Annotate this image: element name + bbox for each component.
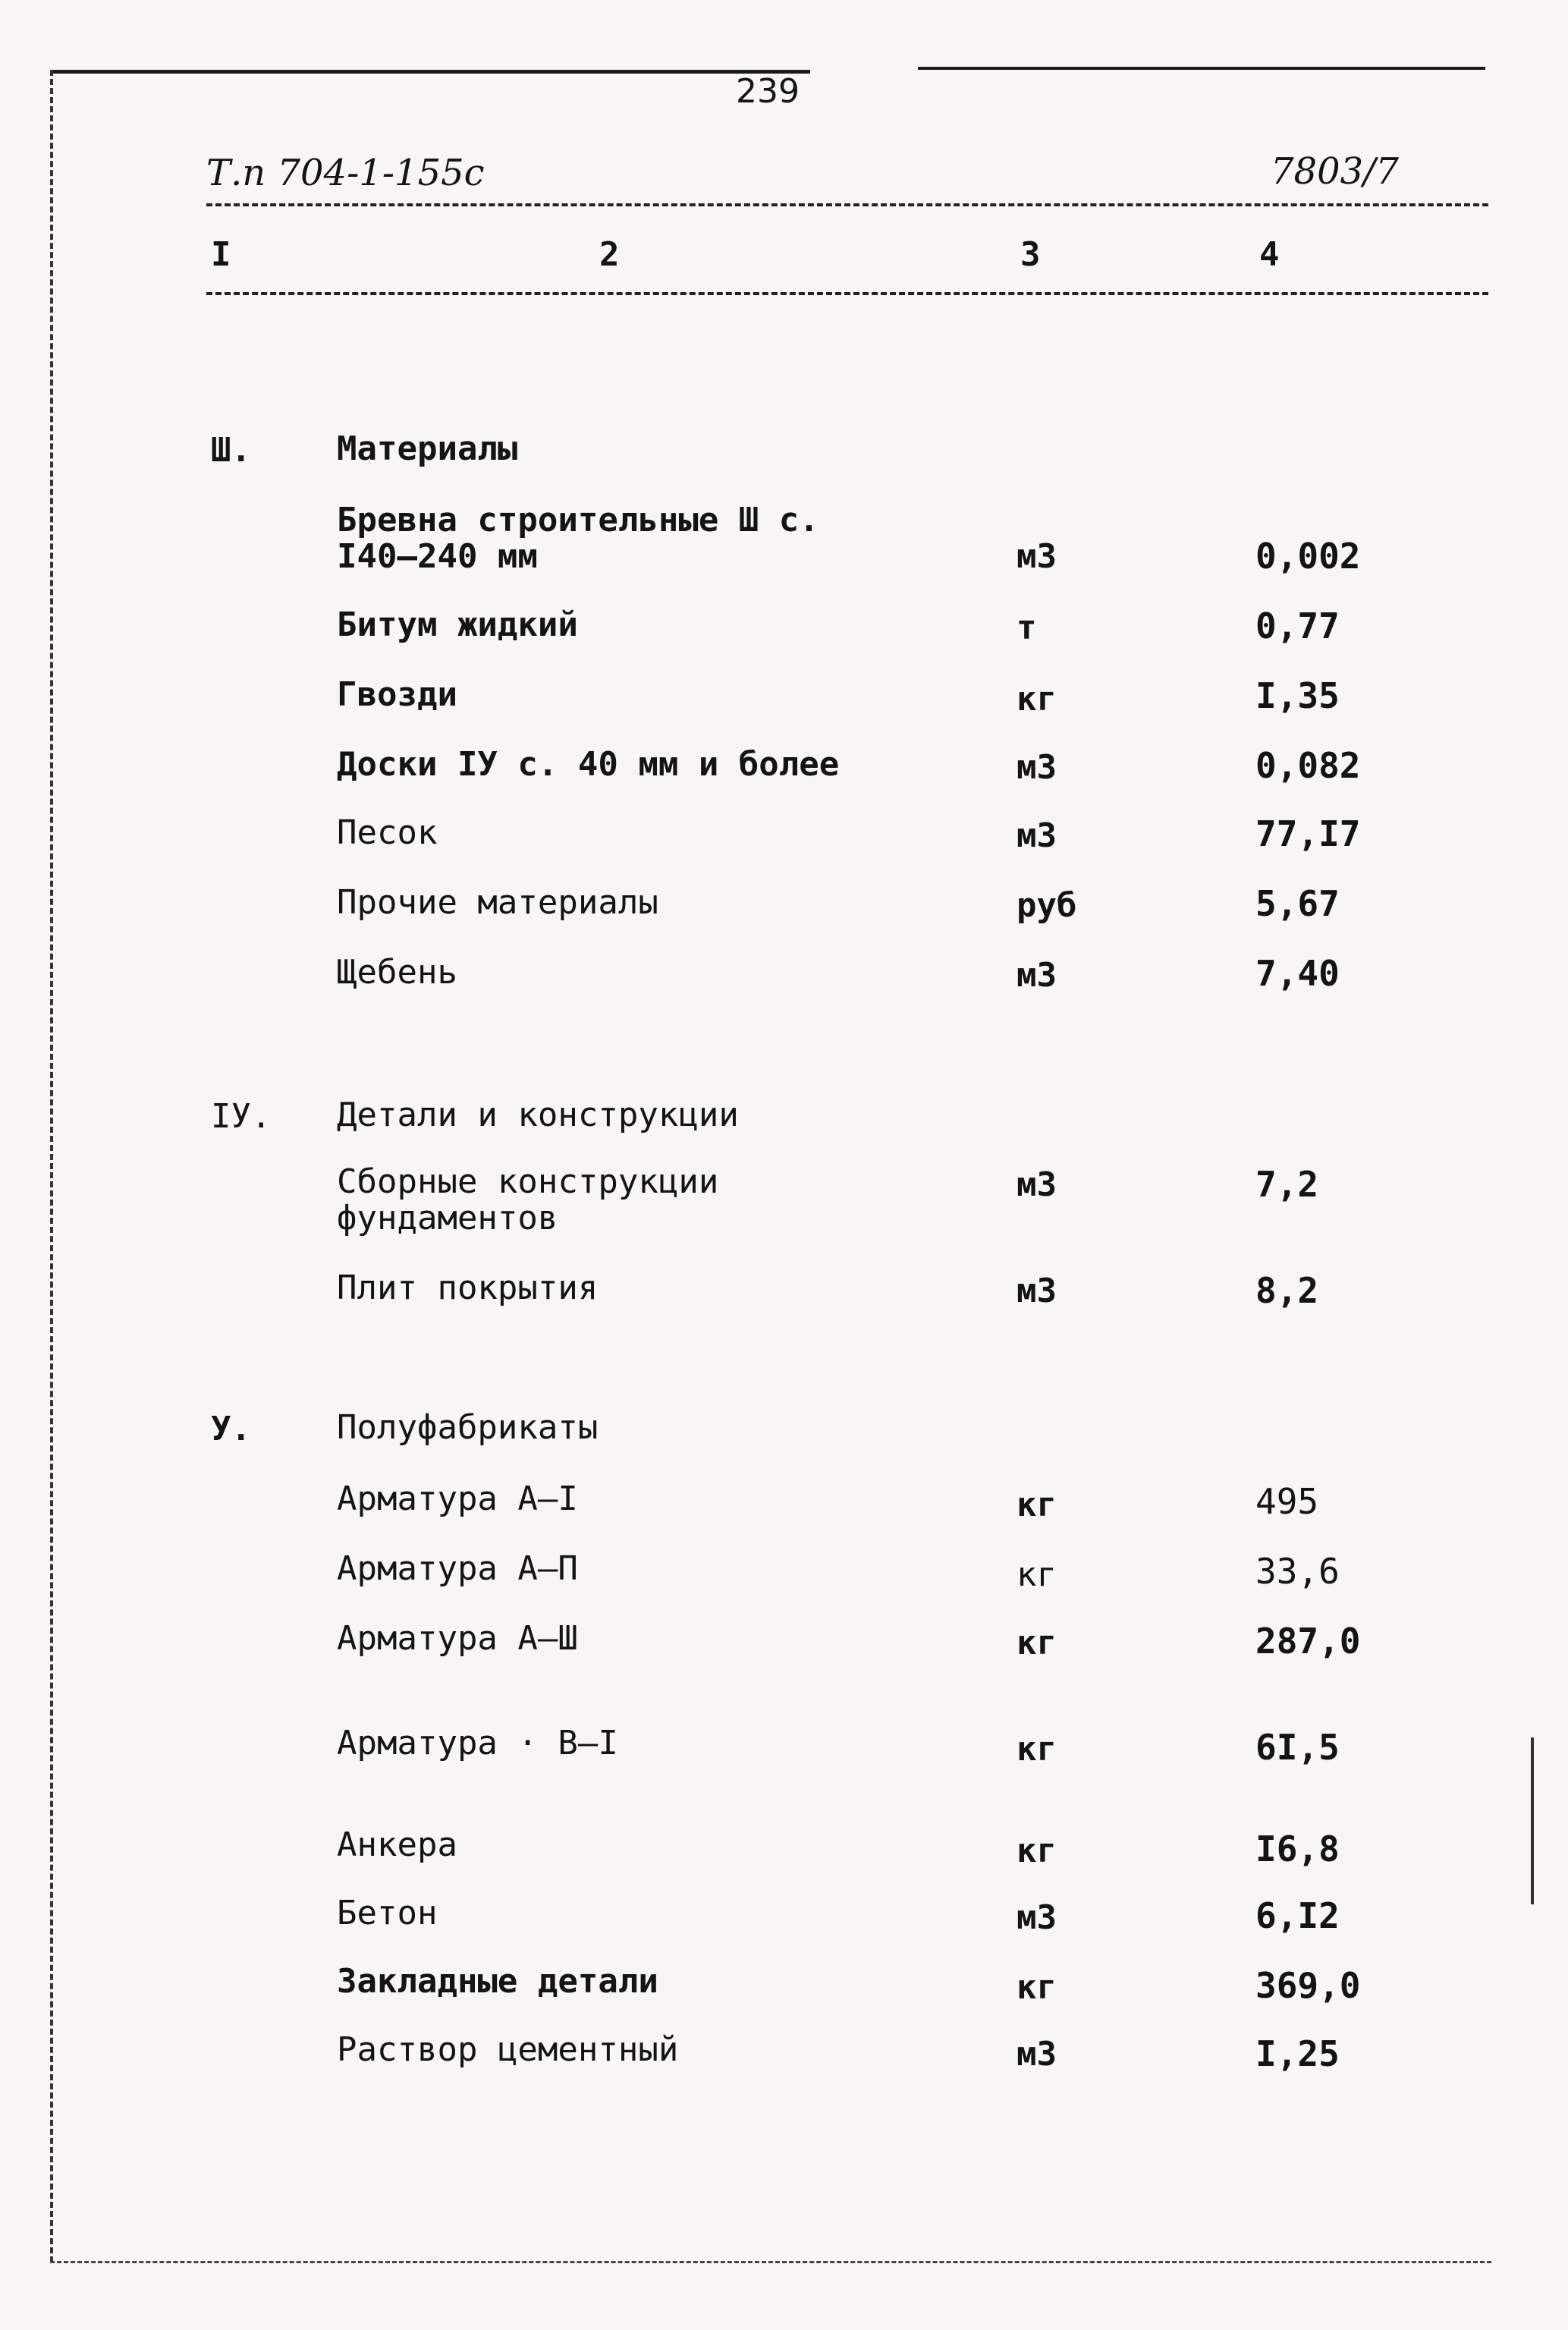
item-unit: кг	[1017, 680, 1057, 718]
frame-left-border	[50, 70, 53, 2262]
item-name: Прочие материалы	[337, 883, 658, 922]
item-unit: м3	[1017, 1165, 1057, 1204]
item-quantity: I6,8	[1255, 1828, 1340, 1869]
column-header-3: 3	[1020, 235, 1041, 274]
frame-top-border-right	[918, 67, 1485, 70]
section-title: Материалы	[337, 429, 518, 468]
item-name: Арматура А–Ш	[337, 1619, 578, 1658]
item-quantity: 7,2	[1255, 1164, 1319, 1205]
item-quantity: 33,6	[1255, 1551, 1340, 1592]
item-name: Щебень	[337, 953, 457, 992]
item-quantity: 0,082	[1255, 745, 1361, 786]
item-quantity: 8,2	[1255, 1270, 1319, 1311]
item-unit: т	[1017, 608, 1037, 647]
item-name: Арматура А–I	[337, 1479, 578, 1518]
item-quantity: 5,67	[1255, 883, 1340, 924]
item-name: Доски IУ с. 40 мм и более	[337, 745, 840, 784]
column-header-2: 2	[599, 235, 620, 274]
item-unit: м3	[1017, 1272, 1057, 1310]
item-quantity: I,35	[1255, 675, 1340, 716]
item-quantity: 0,002	[1255, 536, 1361, 577]
frame-bottom-border	[50, 2261, 1491, 2263]
item-name: Анкера	[337, 1825, 457, 1864]
item-unit: м3	[1017, 1898, 1057, 1937]
document-code: Т.п 704-1-155с	[206, 152, 485, 194]
page-number: 239	[736, 72, 800, 111]
section-number: IУ.	[211, 1097, 272, 1136]
section-title: Детали и конструкции	[337, 1096, 739, 1134]
item-unit: кг	[1017, 1624, 1057, 1662]
column-header-4: 4	[1259, 235, 1280, 274]
header-dashed-rule-top	[206, 203, 1488, 206]
column-header-1: I	[211, 235, 231, 274]
item-quantity: I,25	[1255, 2033, 1340, 2074]
item-quantity: 6,I2	[1255, 1895, 1340, 1936]
item-quantity: 287,0	[1255, 1621, 1361, 1662]
item-name: Сборные конструкции фундаментов	[337, 1162, 719, 1237]
item-unit: м3	[1017, 2035, 1057, 2074]
item-unit: м3	[1017, 537, 1057, 576]
item-name: Плит покрытия	[337, 1269, 599, 1307]
item-name: Песок	[337, 813, 438, 852]
item-unit: кг	[1017, 1555, 1057, 1594]
frame-right-mark	[1531, 1737, 1534, 1904]
item-unit: кг	[1017, 1486, 1057, 1524]
item-name: Арматура А–П	[337, 1549, 578, 1588]
item-name: Гвозди	[337, 675, 457, 714]
item-unit: м3	[1017, 816, 1057, 855]
item-unit: кг	[1017, 1730, 1057, 1769]
item-quantity: 7,40	[1255, 953, 1340, 994]
item-unit: руб	[1017, 886, 1077, 925]
item-name: Бревна строительные Ш с. I40–240 мм	[337, 501, 819, 576]
section-number: Ш.	[211, 431, 251, 470]
section-title: Полуфабрикаты	[337, 1408, 599, 1447]
item-quantity: 6I,5	[1255, 1727, 1340, 1768]
item-unit: м3	[1017, 748, 1057, 787]
item-name: Закладные детали	[337, 1962, 658, 2001]
item-quantity: 495	[1255, 1481, 1319, 1522]
item-name: Арматура · В–I	[337, 1724, 618, 1762]
item-quantity: 77,I7	[1255, 813, 1361, 854]
header-dashed-rule-bottom	[206, 292, 1488, 295]
item-unit: кг	[1017, 1832, 1057, 1870]
item-unit: кг	[1017, 1968, 1057, 2007]
item-quantity: 369,0	[1255, 1965, 1361, 2006]
item-quantity: 0,77	[1255, 605, 1340, 646]
frame-top-border	[52, 70, 810, 74]
section-number: У.	[211, 1410, 251, 1448]
item-name: Раствор цементный	[337, 2030, 679, 2069]
item-name: Бетон	[337, 1894, 438, 1932]
item-unit: м3	[1017, 956, 1057, 995]
item-name: Битум жидкий	[337, 605, 578, 644]
sheet-code: 7803/7	[1271, 150, 1399, 193]
